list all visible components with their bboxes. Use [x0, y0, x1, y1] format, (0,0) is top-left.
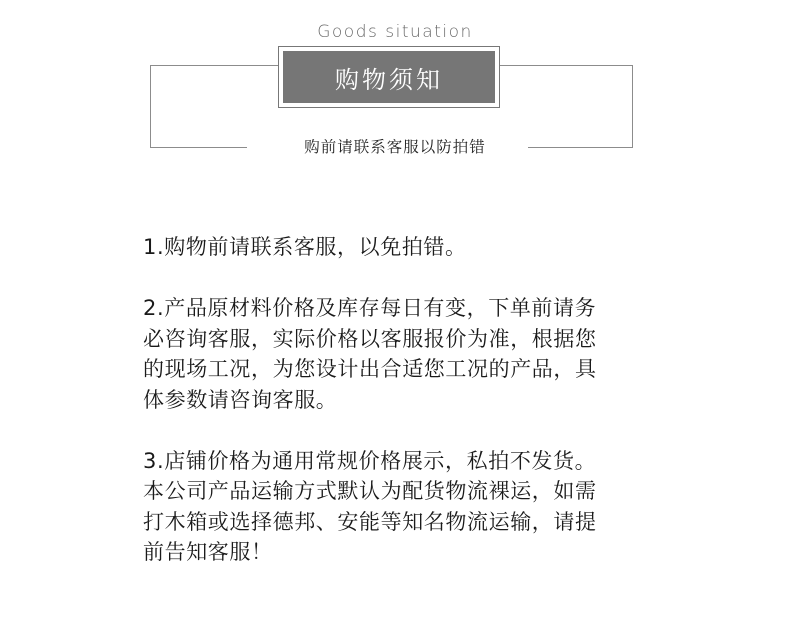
notice-line: 的现场工况，为您设计出合适您工况的产品，具	[143, 357, 597, 381]
frame-left-line	[150, 65, 151, 148]
notice-item-3	[143, 446, 663, 568]
notice-item-1	[143, 232, 663, 263]
notice-list	[143, 232, 663, 598]
page-title: 购物须知	[283, 51, 495, 103]
notice-line: 必咨询客服，实际价格以客服报价为准，根据您	[143, 326, 597, 351]
header-subtitle-en: Goods situation	[317, 22, 473, 42]
title-box	[278, 46, 500, 108]
notice-line: 打木箱或选择德邦、安能等知名物流运输，请提	[143, 509, 597, 534]
frame-bottom-left-line	[150, 147, 247, 148]
header-note: 购前请联系客服以防拍错	[304, 138, 486, 156]
frame-right-line	[632, 65, 633, 148]
frame-bottom-right-line	[528, 147, 633, 148]
notice-line: 1.购物前请联系客服，以免拍错。	[143, 235, 467, 259]
notice-line: 前告知客服！	[143, 540, 273, 564]
frame-top-left-line	[150, 65, 278, 66]
notice-line: 2.产品原材料价格及库存每日有变，下单前请务	[143, 296, 597, 320]
notice-item-2	[143, 293, 663, 415]
notice-line: 体参数请咨询客服。	[143, 387, 338, 412]
frame-top-right-line	[500, 65, 633, 66]
header-banner	[0, 0, 790, 170]
notice-line: 3.店铺价格为通用常规价格展示，私拍不发货。	[143, 448, 597, 473]
notice-line: 本公司产品运输方式默认为配货物流裸运，如需	[143, 479, 597, 503]
